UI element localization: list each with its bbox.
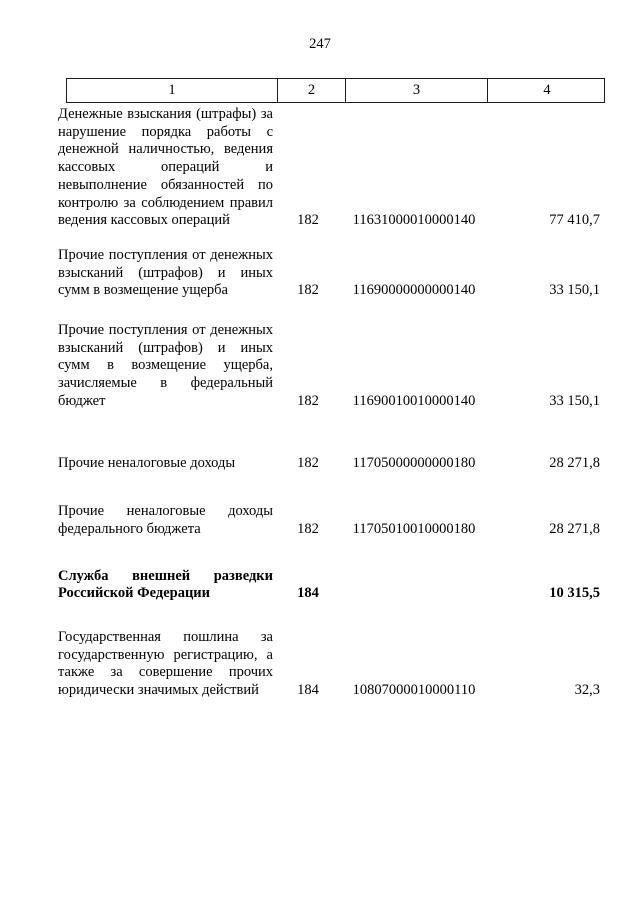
row-budget-code: 11631000010000140 — [352, 212, 476, 229]
row-amount: 33 150,1 — [549, 282, 600, 299]
row-name: Служба внешней разведки Российской Федерации — [58, 567, 273, 602]
row-name: Прочие поступления от денежных взысканий (штрафов) и иных сумм в возмещение ущерба, зачисляемые в федеральный бюджет — [58, 322, 273, 409]
row-name: Государственная пошлина за государственную регистрацию, а также за совершение прочих юридически значимых действий — [58, 629, 273, 699]
row-budget-code: 11690000000000140 — [352, 282, 476, 299]
row-amount: 32,3 — [574, 682, 600, 699]
row-name: Прочие поступления от денежных взысканий (штрафов) и иных сумм в возмещение ущерба — [58, 246, 273, 299]
row-budget-code: 11705010010000180 — [352, 520, 476, 537]
table-body — [58, 106, 605, 700]
row-budget-code: 11705000000000180 — [352, 454, 476, 471]
row-amount: 28 271,8 — [549, 454, 600, 471]
table-header-col-1: 1 — [67, 79, 278, 102]
table-row — [58, 455, 605, 473]
row-amount: 77 410,7 — [549, 212, 600, 229]
table-row — [58, 629, 605, 700]
table-row — [58, 503, 605, 538]
row-admin-code: 182 — [297, 520, 319, 537]
row-budget-code: 11690010010000140 — [352, 392, 476, 409]
row-admin-code: 184 — [297, 585, 319, 602]
table-header-col-2: 2 — [278, 79, 346, 102]
table-header-col-3: 3 — [346, 79, 488, 102]
row-admin-code: 182 — [297, 392, 319, 409]
table-header-col-4: 4 — [543, 81, 551, 98]
row-name: Прочие неналоговые доходы — [58, 454, 236, 471]
row-admin-code: 184 — [297, 682, 319, 699]
row-budget-code: 10807000010000110 — [352, 682, 476, 699]
table-row — [58, 106, 605, 230]
row-name: Прочие неналоговые доходы федерального бюджета — [58, 503, 273, 537]
table-header-row — [66, 78, 605, 103]
row-amount: 33 150,1 — [549, 392, 600, 409]
table-row-section-header — [58, 568, 605, 603]
row-admin-code: 182 — [297, 454, 319, 471]
row-amount: 28 271,8 — [549, 520, 600, 537]
row-name: Денежные взыскания (штрафы) за нарушение порядка работы с денежной наличностью, ведения кассовых операций и невыполнение обязанностей по контролю за соблюдением правил ведения кассовых операций — [58, 106, 273, 229]
page-number: 247 — [309, 36, 331, 52]
table-row — [58, 322, 605, 411]
row-admin-code: 182 — [297, 282, 319, 299]
table-row — [58, 247, 605, 300]
row-admin-code: 182 — [297, 212, 319, 229]
row-amount: 10 315,5 — [549, 585, 600, 602]
